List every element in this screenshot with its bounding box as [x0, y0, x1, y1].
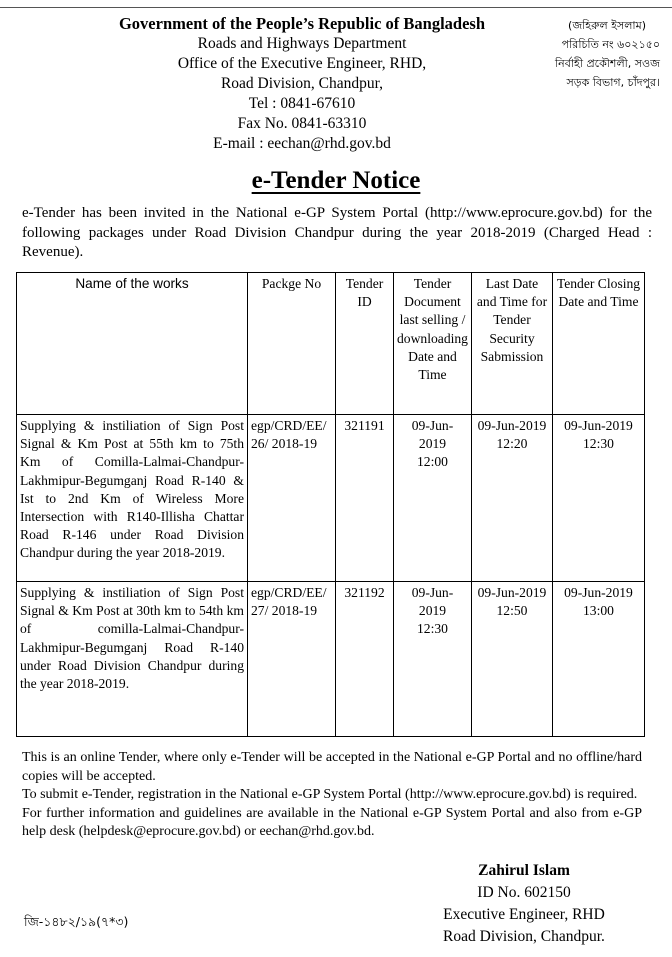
division-name: Road Division, Chandpur,	[220, 75, 384, 92]
note-registration: To submit e-Tender, registration in the National e-GP System Portal (http://www.eprocure.gov.bd) is required.	[22, 787, 638, 802]
signatory-name: Zahirul Islam	[478, 862, 570, 879]
security-submission-time: 12:20	[496, 436, 528, 452]
bangla-id: পরিচিতি নং ৬০২১৫০	[561, 38, 660, 51]
works-table	[16, 272, 645, 737]
table-row	[17, 582, 645, 737]
document-selling-date: 09-Jun- 2019	[411, 418, 454, 452]
header-closing-date: Tender Closing Date and Time	[552, 273, 644, 415]
work-name: Supplying & instiliation of Sign Post Signal & Km Post at 55th km to 75th Km of Comilla-Lalmai-Chandpur-Lakhmipur-Begumganj Road R-140 & Ist to 2nd Km of Wireless More Intersection with R140-Illisha Chattar Road R-146 under Road Division Chandpur during the year 2018-2019.	[17, 415, 248, 582]
package-no: egp/CRD/EE/ 27/ 2018-19	[248, 582, 336, 737]
department-name: Roads and Highways Department	[197, 35, 407, 52]
document-selling-time: 12:00	[417, 454, 448, 470]
telephone: Tel : 0841-67610	[248, 95, 356, 112]
closing-time: 13:00	[583, 603, 614, 619]
closing-time: 12:30	[583, 436, 614, 452]
header-name-of-works: Name of the works	[17, 273, 248, 415]
closing-cell	[552, 582, 644, 737]
signature-block	[434, 860, 614, 948]
office-header	[90, 14, 514, 154]
header-security-submission-date: Last Date and Time for Tender Security Sabmission	[471, 273, 552, 415]
tender-id: 321191	[336, 415, 394, 582]
table-header-row	[17, 273, 645, 415]
note-further-information: For further information and guidelines are available in the National e-GP System Portal and also from e-GP help desk (helpdesk@eprocure.gov.bd) or eechan@rhd.gov.bd.	[22, 805, 642, 839]
bangla-designation: নির্বাহী প্রকৌশলী, সওজ	[555, 57, 660, 70]
signatory-office: Road Division, Chandpur.	[443, 928, 605, 945]
government-title: Government of the People’s Republic of Bangladesh	[118, 14, 486, 33]
header-document-selling-date: Tender Document last selling / downloading Date and Time	[394, 273, 472, 415]
top-border-rule	[0, 0, 672, 8]
tender-id: 321192	[336, 582, 394, 737]
security-submission-cell	[471, 582, 552, 737]
package-no: egp/CRD/EE/ 26/ 2018-19	[248, 415, 336, 582]
security-submission-date: 09-Jun-2019	[477, 418, 547, 433]
notice-title	[0, 167, 672, 195]
document-selling-date: 09-Jun- 2019	[411, 585, 454, 619]
office-name: Office of the Executive Engineer, RHD,	[177, 55, 427, 72]
security-submission-date: 09-Jun-2019	[477, 585, 547, 600]
security-submission-cell	[471, 415, 552, 582]
table-row	[17, 415, 645, 582]
work-name: Supplying & instiliation of Sign Post Signal & Km Post at 30th km to 54th km of comilla-Lalmai-Chandpur-Lakhmipur-Begumganj Road R-140 under Road Division Chandpur during the year 2018-2019.	[17, 582, 248, 737]
bangla-seal-text	[510, 16, 660, 92]
signatory-designation: Executive Engineer, RHD	[443, 906, 605, 923]
document-selling-cell	[394, 582, 472, 737]
document-selling-cell	[394, 415, 472, 582]
memo-number: জি-১৪৮২/১৯(৭*৩)	[24, 914, 129, 929]
closing-date: 09-Jun-2019	[564, 418, 633, 433]
fax: Fax No. 0841-63310	[237, 115, 367, 132]
intro-paragraph: e-Tender has been invited in the National e-GP System Portal (http://www.eprocure.gov.bd) for the following packages under Road Division Chandpur during the year 2018-2019 (Charged Head : Revenue).	[22, 205, 652, 260]
header-package-no: Packge No	[248, 273, 336, 415]
note-online-tender: This is an online Tender, where only e-Tender will be accepted in the National e-GP Portal and no offline/hard copies will be accepted.	[22, 750, 642, 784]
document-selling-time: 12:30	[417, 621, 448, 637]
closing-cell	[552, 415, 644, 582]
security-submission-time: 12:50	[496, 603, 528, 619]
bangla-name: (জহিরুল ইসলাম)	[568, 19, 646, 32]
header-tender-id: Tender ID	[336, 273, 394, 415]
notice-title-text: e-Tender Notice	[251, 167, 421, 194]
notes-section	[22, 749, 642, 842]
closing-date: 09-Jun-2019	[564, 585, 633, 600]
signatory-id: ID No. 602150	[477, 884, 571, 901]
email: E-mail : eechan@rhd.gov.bd	[213, 135, 391, 152]
bangla-office: সড়ক বিভাগ, চাঁদপুর।	[566, 76, 660, 89]
